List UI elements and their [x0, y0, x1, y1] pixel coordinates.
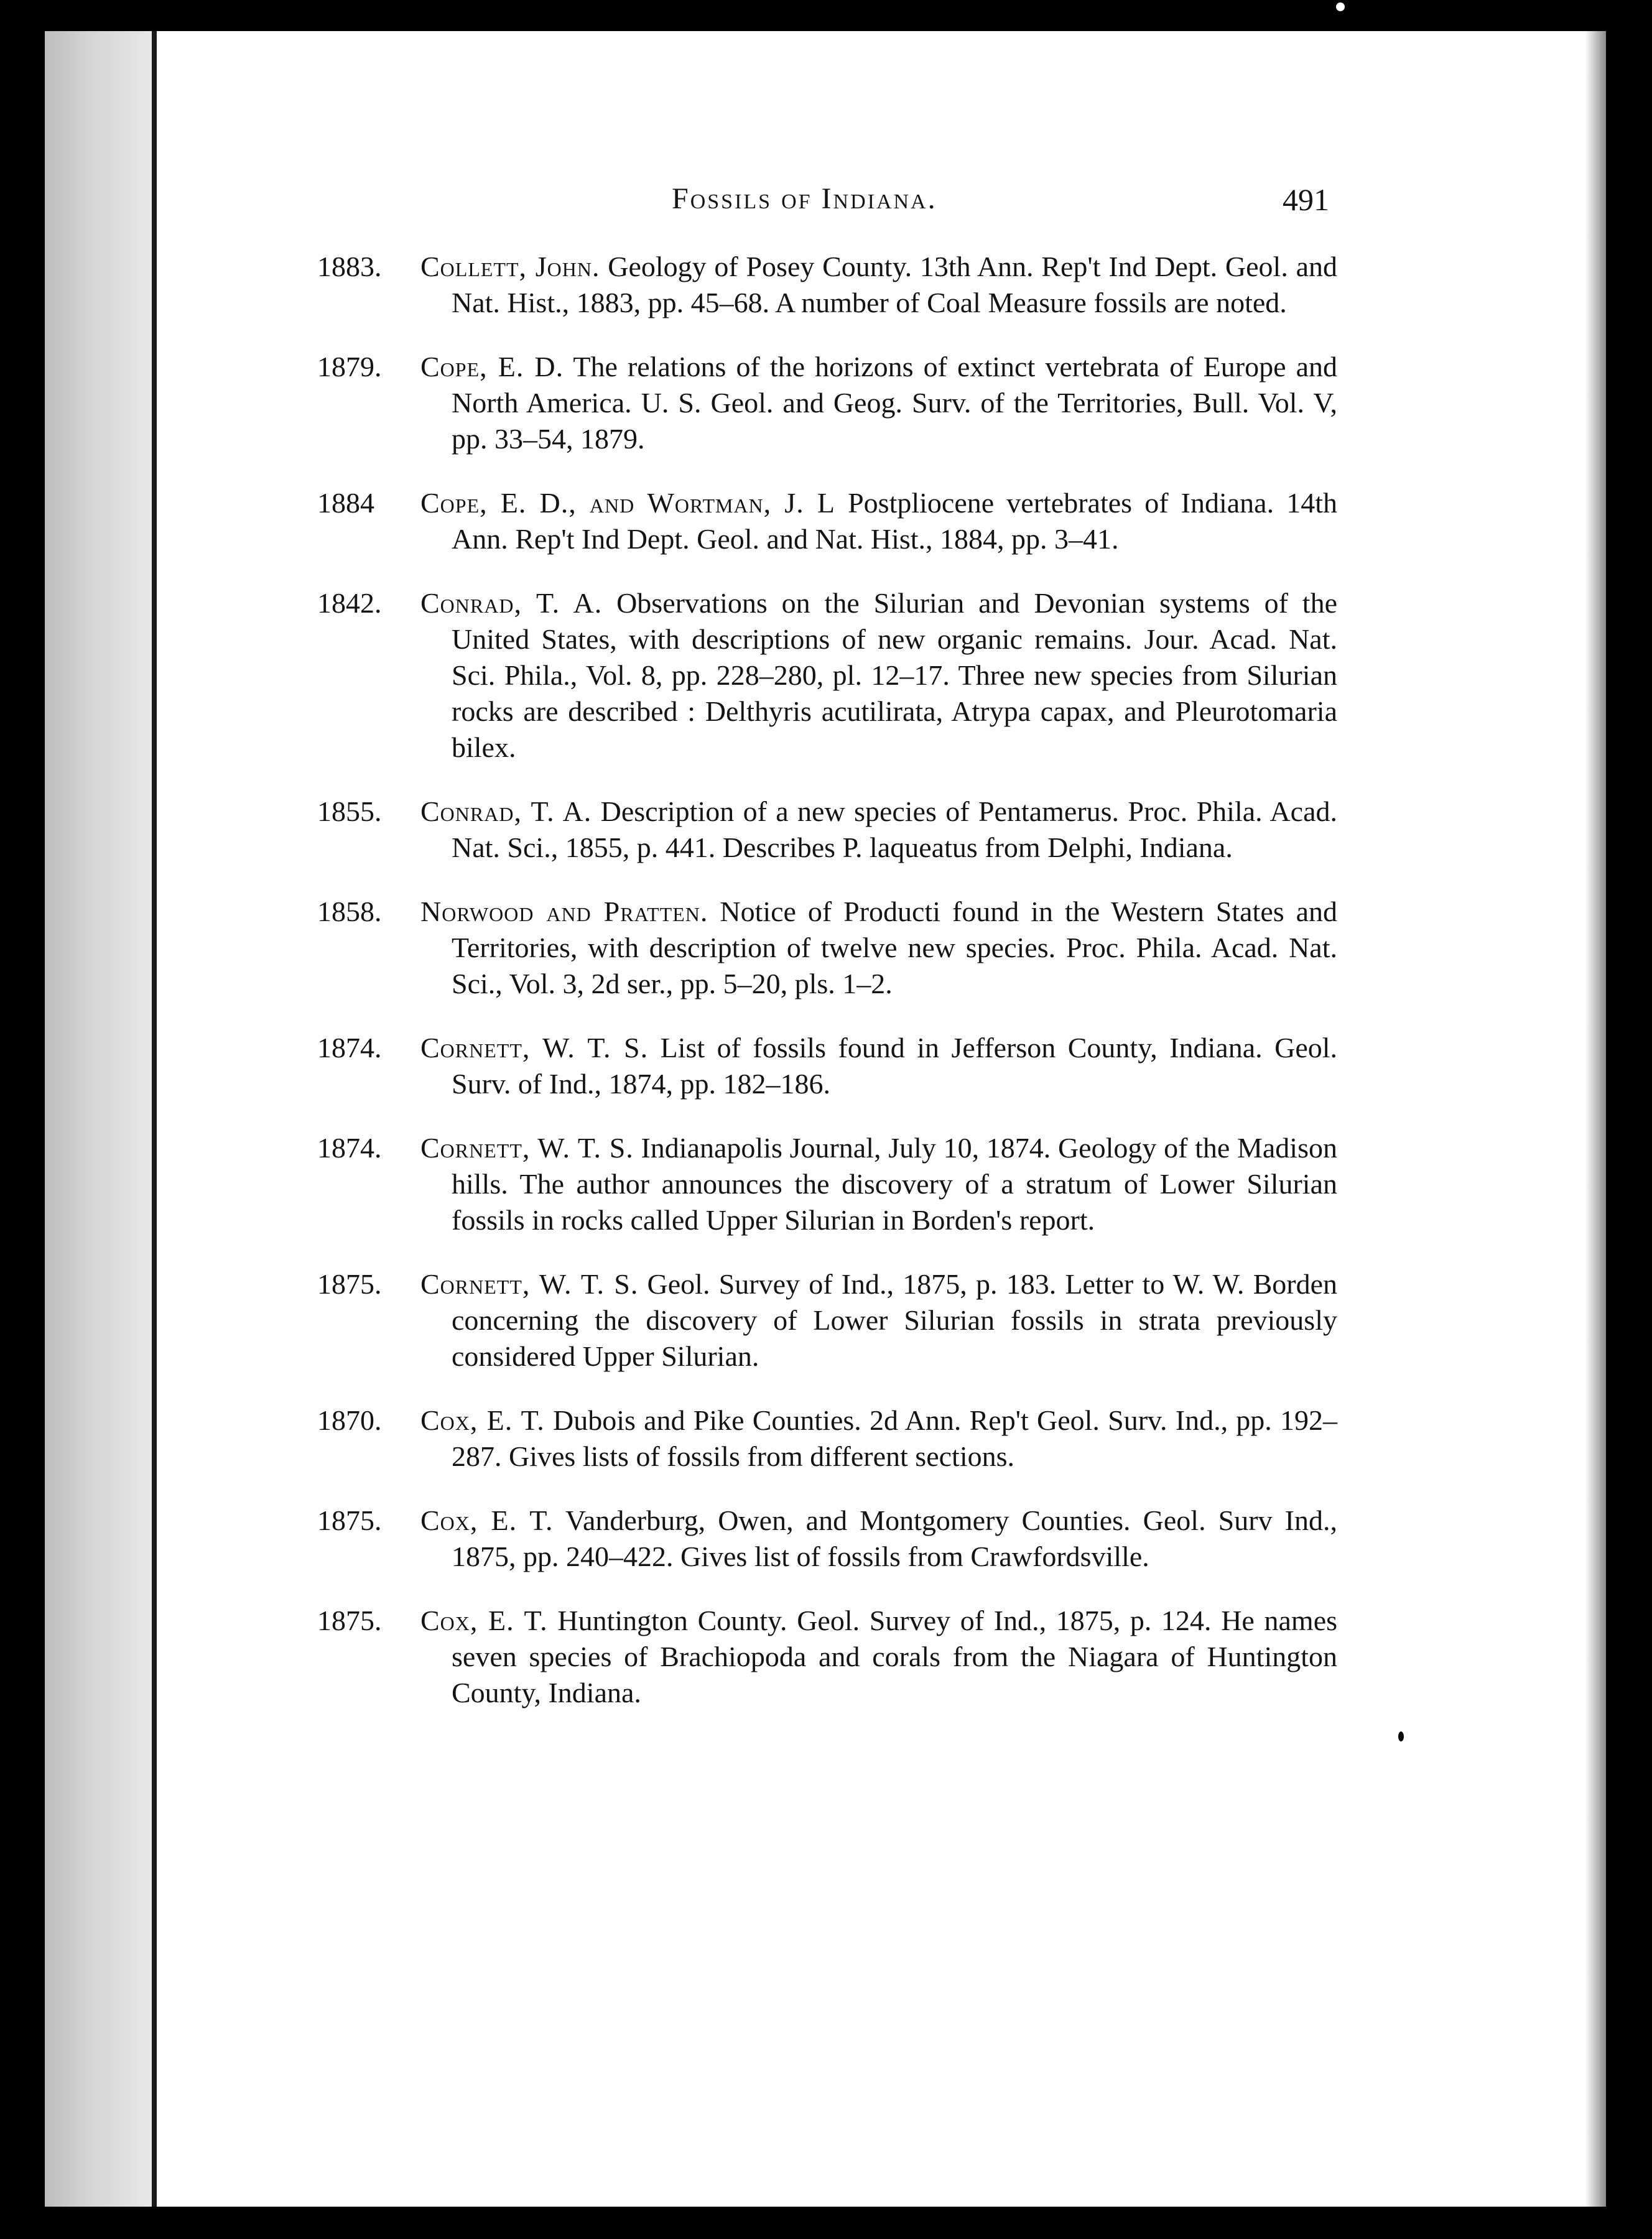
entry-description: Huntington County. Geol. Survey of Ind., 1875, p. 124. He names seven species of Brachiopoda and corals from the Niagara of Huntington County, Indiana.	[452, 1605, 1338, 1708]
running-title: Fossils of Indiana.	[672, 182, 937, 215]
bibliography-entry	[317, 349, 1337, 457]
scan-speck	[1398, 1731, 1404, 1741]
entry-author: Cornett, W. T. S.	[420, 1132, 634, 1164]
entry-description: Geol. Survey of Ind., 1875, p. 183. Letter to W. W. Borden concerning the discovery of Lower Silurian fossils in strata previously considered Upper Silurian.	[452, 1268, 1338, 1372]
entry-author: Cornett, W. T. S.	[420, 1032, 649, 1064]
entry-body	[420, 249, 1337, 321]
entry-description: Observations on the Silurian and Devonian systems of the United States, with descriptions of new organic remains. Jour. Acad. Nat. Sci. Phila., Vol. 8, pp. 228–280, pl. 12–17. Three new species from Silurian rocks are described : Delthyris acutilirata, Atrypa capax, and Pleurotomaria bilex.	[452, 587, 1337, 763]
entry-author: Norwood and Pratten.	[420, 896, 708, 927]
entry-author: Cox, E. T.	[420, 1404, 545, 1436]
bibliography-entry	[317, 894, 1337, 1002]
entry-body	[420, 1130, 1337, 1238]
bibliography-list	[317, 249, 1337, 1739]
scan-border-top	[0, 0, 1652, 31]
page-gutter-edge	[152, 31, 157, 2207]
entry-body	[420, 585, 1337, 766]
scan-border-right	[1606, 0, 1652, 2239]
page-gutter-shadow	[45, 31, 154, 2207]
entry-description: Notice of Producti found in the Western States and Territories, with description of twelve new species. Proc. Phila. Acad. Nat. Sci., Vol. 3, 2d ser., pp. 5–20, pls. 1–2.	[452, 896, 1338, 999]
entry-year: 1858.	[317, 896, 382, 927]
entry-body	[420, 349, 1338, 457]
entry-body	[420, 894, 1338, 1002]
bibliography-entry	[317, 1603, 1337, 1711]
entry-body	[420, 794, 1338, 866]
entry-body	[420, 1402, 1337, 1475]
entry-body	[420, 1030, 1338, 1102]
entry-body	[420, 1503, 1337, 1575]
bibliography-entry	[317, 1130, 1337, 1238]
bibliography-entry	[317, 794, 1337, 866]
entry-author: Conrad, T. A.	[420, 587, 603, 619]
entry-year: 1875.	[317, 1504, 382, 1536]
bibliography-entry	[317, 1503, 1337, 1575]
entry-author: Conrad, T. A.	[420, 795, 592, 827]
entry-year: 1883.	[317, 251, 382, 282]
entry-description: Dubois and Pike Counties. 2d Ann. Rep't Geol. Surv. Ind., pp. 192–287. Gives lists of fossils from different sections.	[452, 1404, 1337, 1472]
entry-year: 1875.	[317, 1605, 382, 1636]
page-number: 491	[1283, 182, 1329, 217]
entry-body	[420, 1603, 1338, 1711]
entry-description: Geology of Posey County. 13th Ann. Rep't Ind Dept. Geol. and Nat. Hist., 1883, pp. 45–68. A number of Coal Measure fossils are noted.	[452, 251, 1337, 318]
entry-body	[420, 485, 1337, 557]
entry-author: Cox, E. T.	[420, 1504, 554, 1536]
bibliography-entry	[317, 249, 1337, 321]
bibliography-entry	[317, 585, 1337, 766]
entry-author: Cornett, W. T. S.	[420, 1268, 639, 1300]
bibliography-entry	[317, 1266, 1337, 1374]
entry-description: Indianapolis Journal, July 10, 1874. Geology of the Madison hills. The author announces the discovery of a stratum of Lower Silurian fossils in rocks called Upper Silurian in Borden's report.	[452, 1132, 1337, 1236]
entry-year: 1842.	[317, 587, 382, 619]
entry-author: Collett, John.	[420, 251, 600, 282]
entry-author: Cope, E. D.	[420, 351, 564, 382]
entry-year: 1875.	[317, 1268, 382, 1300]
bibliography-entry	[317, 1030, 1337, 1102]
entry-description: The relations of the horizons of extinct vertebrata of Europe and North America. U. S. Geol. and Geog. Surv. of the Territories, Bull. Vol. V, pp. 33–54, 1879.	[452, 351, 1338, 455]
entry-year: 1874.	[317, 1032, 382, 1064]
entry-year: 1874.	[317, 1132, 382, 1164]
entry-year: 1855.	[317, 795, 382, 827]
entry-year: 1884	[317, 487, 374, 519]
bibliography-entry	[317, 485, 1337, 557]
entry-author: Cox, E. T.	[420, 1605, 548, 1636]
entry-description: List of fossils found in Jefferson County, Indiana. Geol. Surv. of Ind., 1874, pp. 182–186.	[452, 1032, 1338, 1100]
entry-author: Cope, E. D., and Wortman, J. L	[420, 487, 835, 519]
entry-year: 1870.	[317, 1404, 382, 1436]
entry-year: 1879.	[317, 351, 382, 382]
bibliography-entry	[317, 1402, 1337, 1475]
entry-description: Vanderburg, Owen, and Montgomery Counties. Geol. Surv Ind., 1875, pp. 240–422. Gives list of fossils from Crawfordsville.	[452, 1504, 1337, 1572]
scan-border-left	[0, 0, 45, 2239]
scan-border-bottom	[0, 2207, 1652, 2239]
entry-description: Description of a new species of Pentamerus. Proc. Phila. Acad. Nat. Sci., 1855, p. 441. Describes P. laqueatus from Delphi, Indiana.	[452, 795, 1338, 863]
page-right-shadow	[1585, 31, 1606, 2207]
scan-speck	[1336, 2, 1345, 11]
entry-description: Postpliocene vertebrates of Indiana. 14th Ann. Rep't Ind Dept. Geol. and Nat. Hist., 1884, pp. 3–41.	[452, 487, 1337, 555]
entry-body	[420, 1266, 1338, 1374]
